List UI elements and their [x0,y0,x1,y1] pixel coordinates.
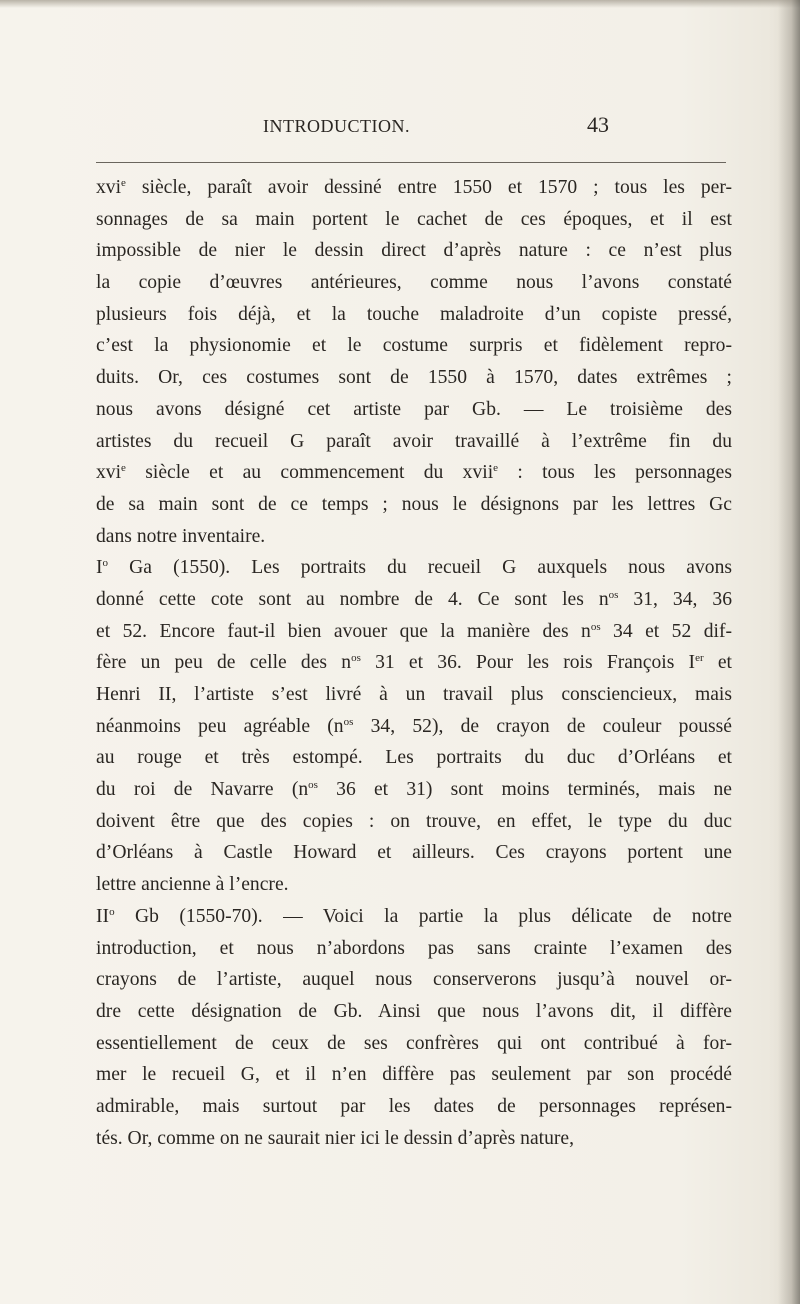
text-line: tés. Or, comme on ne saurait nier ici le dessin d’après nature, [96,1127,575,1149]
text-line: mer le recueil G, et il n’en diffère pas seulement par son procédé [96,1064,732,1086]
text-line: du roi de Navarre ($n^{os}$ 36 et 31) sont moins terminés, mais ne [96,779,732,801]
text-line: c’est la physionomie et le costume surpris et fidèlement repro- [96,335,732,357]
body-text [96,172,732,1154]
text-line: plusieurs fois déjà, et la touche maladroite d’un copiste pressé, [96,303,732,325]
text-line: donné cette cote sont au nombre de 4. Ce sont les $n^{os}$ 31, 34, 36 [96,588,732,610]
text-line: Henri II, l’artiste s’est livré à un travail plus consciencieux, mais [96,684,732,705]
text-line: crayons de l’artiste, auquel nous conserverons jusqu’à nouvel or- [96,969,732,991]
text-line: xvi$^e$ siècle et au commencement du xvii$^e$ : tous les personnages [96,462,732,484]
text-line: et 52. Encore faut-il bien avouer que la manière des $n^{os}$ 34 et 52 dif- [96,620,732,642]
text-line: fère un peu de celle des $n^{os}$ 31 et 36. Pour les rois François Ier et [96,652,732,674]
text-line: la copie d’œuvres antérieures, comme nous l’avons constaté [96,272,732,294]
text-line: dre cette désignation de Gb. Ainsi que nous l’avons dit, il diffère [96,1000,732,1022]
page-edge-shadow [778,0,800,1304]
header-rule [96,162,726,163]
text-line: nous avons désigné cet artiste par Gb. — Le troisième des [96,398,732,420]
text-line: de sa main sont de ce temps ; nous le désignons par les lettres Gc [96,493,732,515]
text-line: $I^o$ Ga (1550). Les portraits du recueil G auxquels nous avons [96,557,732,579]
text-line: impossible de nier le dessin direct d’après nature : ce n’est plus [96,240,732,262]
text-line: dans notre inventaire. [96,525,266,547]
text-line: au rouge et très estompé. Les portraits du duc d’Orléans et [96,747,732,769]
text-line: artistes du recueil G paraît avoir travaillé à l’extrême fin du [96,430,732,452]
text-line: sonnages de sa main portent le cachet de ces époques, et il est [96,208,732,230]
text-line: d’Orléans à Castle Howard et ailleurs. Ces crayons portent une [96,842,732,864]
text-line: xvi$^e$ siècle, paraît avoir dessiné entre 1550 et 1570 ; tous les per- [96,177,732,198]
page-top-shadow [0,0,800,8]
text-line: duits. Or, ces costumes sont de 1550 à 1570, dates extrêmes ; [96,367,732,389]
running-title: INTRODUCTION. [263,116,410,136]
text-line: lettre ancienne à l’encre. [96,874,289,896]
text-line: doivent être que des copies : on trouve, en effet, le type du duc [96,810,732,832]
text-line: $II^o$ Gb (1550-70). — Voici la partie la plus délicate de notre [96,905,732,927]
text-line: introduction, et nous n’abordons pas sans crainte l’examen des [96,937,732,959]
page-number: 43 [587,112,609,137]
text-line: néanmoins peu agréable ($n^{os}$ 34, 52), de crayon de couleur poussé [96,715,732,737]
text-line: essentiellement de ceux de ses confrères qui ont contribué à for- [96,1032,732,1054]
page-header [0,112,800,146]
text-line: admirable, mais surtout par les dates de personnages représen- [96,1095,732,1117]
